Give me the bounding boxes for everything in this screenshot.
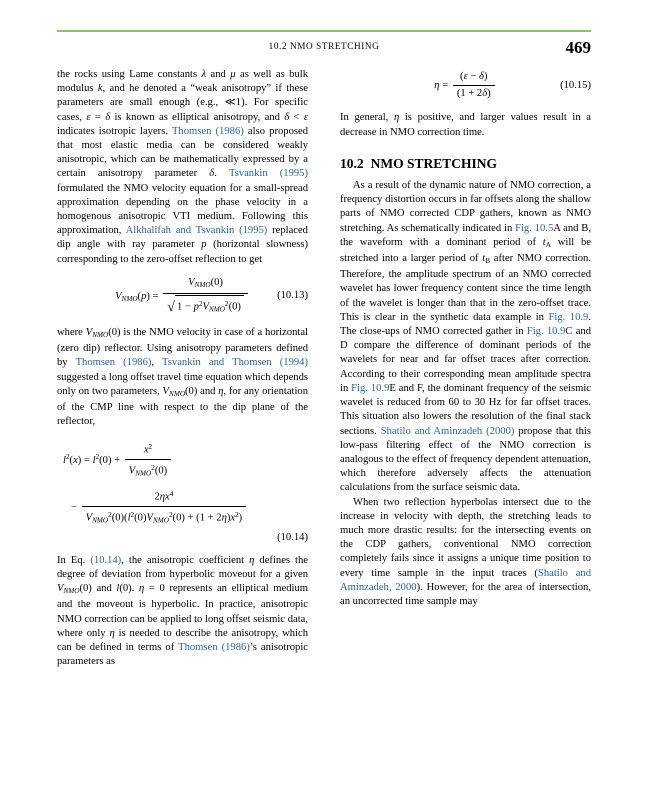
section-number: 10.2 <box>340 155 364 171</box>
citation-tsvankin-1995[interactable]: Tsvankin (1995) <box>228 168 308 180</box>
text-run: is positive, and larger values result in a decrease in NMO correction time. <box>340 112 591 138</box>
text-run: the rocks using Lame constants <box>57 69 202 80</box>
text-run: (horizontal slowness) corresponding to the zero-offset reflection to get <box>57 239 308 265</box>
figure-ref-10-9-b[interactable]: Fig. 10.9 <box>526 326 566 338</box>
paragraph-anisotropy-intro: the rocks using Lame constants λ and μ as well as bulk modulus k, and he denoted a “weak anisotropy” if these parameters are small enough (e.g., ≪1). For specific cases, ε = δ is known as elliptical anisotropy, and δ < ε indicates isotropic layers. Thomsen (1986) also proposed that most elastic media can be considered weakly anisotropic, which can be mathematically expressed by a certain anisotropy parameter δ. Tsvankin (1995) formulated the NMO velocity equation for a small-spread approximation depending on the phase velocity in a homogenous anisotropic VTI medium. Following this approximation, Alkhalifah and Tsvankin (1995) replaced dip angle with ray parameter p (horizontal slowness) corresponding to the zero-offset reflection to get <box>57 69 309 265</box>
citation-thomsen-1986[interactable]: Thomsen (1986) <box>171 125 244 137</box>
paragraph-nmo-velocity: where $V_{NMO}(0)$ is the NMO velocity in case of a horizontal (zero dip) reflector. Using anisotropy parameters defined by Thomsen (1986), Tsvankin and Thomsen (1994) suggested a long offset travel time equation which depends only on two parameters, $V_{NMO}(0)$ and η, for any orientation of the CMP line with respect to the dip plane of the reflector, <box>57 326 308 428</box>
text-run: As a result of the dynamic nature of NMO correction, a frequency distortion occurs in far offsets along the shallow parts of NMO corrected CDP gathers, known as NMO stretching. As schematically indicated in <box>340 180 591 234</box>
equation-10-14-number: (10.14) <box>277 531 308 543</box>
text-run: . The close-ups of NMO corrected gather in <box>340 311 591 338</box>
left-column <box>57 68 308 669</box>
text-run: ). However, for the area of intersection, an uncorrected time sample may <box>340 581 591 607</box>
equation-10-13: $V_{NMO}(p)$ = $\frac{V_{NMO}(0)}{√ 1 - p^2V_{NMO}^2(0)}$ (10.13) <box>57 276 308 317</box>
citation-tsvankin-thomsen-1994[interactable]: Tsvankin and Thomsen (1994) <box>162 357 308 369</box>
text-run: . <box>214 168 229 180</box>
figure-ref-10-5[interactable]: Fig. 10.5 <box>515 222 554 234</box>
text-run: C and D compare the difference of dominant periods of the wavelets for near and far offset traces after correction. According to their corresponding mean amplitude spectra in <box>340 326 591 394</box>
paragraph-nmo-stretching-1: As a result of the dynamic nature of NMO correction, a frequency distortion occurs in far offsets along the shallow parts of NMO corrected CDP gathers, known as NMO stretching. As schematically indicated in Fig. 10.5A and B, the waveform with a dominant period of tA will be stretched into a larger period of tB after NMO correction. Therefore, the amplitude spectrum of an NMO corrected wavelet has lower frequency content since the time length of the wavelet is longer than that in the zero-offset trace. This is clear in the synthetic data example in Fig. 10.9. The close-ups of NMO corrected gather in Fig. 10.9C and D compare the difference of dominant periods of the wavelets for near and far offset traces after correction. According to their corresponding mean amplitude spectra in Fig. 10.9E and F, the dominant frequency of the seismic wavelet is reduced from 60 to 30 Hz for far offset traces. This situation also lowers the resolution of the final stack sections. Shatilo and Aminzadeh (2000) propose that this low-pass filtering effect of the NMO correction is analogous to the effect of frequency dependent attenuation, which therefore adversely affects the attenuation calculations from the surface seismic data. <box>340 180 592 494</box>
text-run: is needed to describe the anisotropy, which can be defined in terms of <box>57 627 308 653</box>
equation-ref-10-14[interactable]: (10.14) <box>90 554 122 566</box>
text-run: , for any orientation of the CMP line with respect to the dip plane of the reflector, <box>57 385 308 428</box>
text-run: defines the degree of deviation from hyperbolic moveout for a given <box>57 554 308 580</box>
text-run: When two reflection hyperbolas intersect due to the increase in velocity with depth, the stretching leads to much more drastic results: for the intersecting events on the CDP gathers, conventional NMO correction completely fails since it assigns a unique time position to every time sample in the input traces ( <box>340 496 591 579</box>
citation-shatilo-aminzadeh-2000-b[interactable]: Shatilo and Aminzadeh, 2000 <box>340 567 592 593</box>
text-run: is known as elliptical anisotropy, and <box>110 111 285 123</box>
text-run: (0) is the NMO velocity in case of a horizontal (zero dip) reflector. Using anisotropy parameters defined by <box>57 326 308 369</box>
text-run: , and he denoted a “weak anisotropy” if these parameters are small enough (e.g., ≪1). For specific cases, <box>57 83 308 123</box>
figure-ref-10-9-a[interactable]: Fig. 10.9 <box>548 311 589 323</box>
text-run: where <box>57 326 86 338</box>
text-run: replaced dip angle with ray parameter <box>57 225 308 251</box>
running-title: 10.2 NMO STRETCHING <box>268 41 380 51</box>
text-run: formulated the NMO velocity equation for a small-spread approximation depending on the phase velocity in a homogenous anisotropic VTI medium. Following this approximation, <box>57 182 308 237</box>
text-run: (0) and <box>185 385 219 397</box>
subscript-a: A <box>545 240 551 249</box>
text-run: and <box>206 69 231 80</box>
text-run: propose that this low-pass filtering effect of the NMO correction is analogous to the effect of frequency dependent attenuation, which therefore adversely affects the attenuation calculations from the surface seismic data. <box>340 425 592 494</box>
subscript-b: B <box>485 257 491 266</box>
equation-10-15-number: (10.15) <box>560 79 591 91</box>
text-run: as well as bulk modulus <box>57 69 308 95</box>
citation-alkhalifah-tsvankin-1995[interactable]: Alkhalifah and Tsvankin (1995) <box>125 225 268 237</box>
text-run: (0). <box>119 583 139 595</box>
paragraph-eta-description: In Eq. (10.14), the anisotropic coefficient η defines the degree of deviation from hyperbolic moveout for a given $V_{NMO}(0)$ and l(0). η = 0 represents an elliptical medium and the moveout is hyperbolic. In practice, anisotropic NMO correction can be applied to long offset seismic data, where only η is needed to describe the anisotropy, which can be defined in terms of Thomsen (1986)’s anisotropic parameters as <box>57 554 309 668</box>
page-number: 469 <box>565 38 591 57</box>
equation-10-13-number: (10.13) <box>277 290 308 302</box>
text-run: In general, <box>340 112 394 124</box>
text-run: (0) and <box>79 583 117 595</box>
paragraph-eta-positive: In general, η is positive, and larger values result in a decrease in NMO correction time. <box>340 112 591 138</box>
citation-thomsen-1986-c[interactable]: Thomsen (1986) <box>178 641 250 653</box>
page-header <box>57 38 591 60</box>
text-run: = 0 represents an elliptical medium and the moveout is hyperbolic. In practice, anisotropic NMO correction can be applied to long offset seismic data, where only <box>57 583 308 639</box>
text-run: indicates isotropic layers. <box>57 125 172 137</box>
right-column <box>340 68 591 609</box>
text-run: , <box>151 357 163 369</box>
text-run: In Eq. <box>57 554 91 566</box>
header-rule <box>57 30 591 32</box>
section-heading-nmo-stretching <box>340 157 591 171</box>
equation-10-15: η = $\frac{(\varepsilon - \delta)}{(1 + 2\delta)}$ (10.15) <box>434 71 591 100</box>
text-run: suggested a long offset travel time equation which depends only on two parameters, <box>57 371 308 397</box>
paragraph-nmo-stretching-2 <box>340 496 591 610</box>
text-run: will be stretched into a larger period of <box>340 236 591 265</box>
equation-10-14: $l^2(x) = l^2(0)$ + $\frac{x^2}{V_{NMO}^2(0)}$ − $\frac{2\eta x^4}{V_{NMO}^2(0)(l^2(0)V_{NMO}^2(0) + (1 + 2\eta)x^2)}$ (10.14) <box>57 440 308 544</box>
text-run: after NMO correction. Therefore, the amplitude spectrum of an NMO corrected wavelet has lower frequency content since the time length of the wavelet is longer than that in the zero-offset trace. This is clear in the synthetic data example in <box>340 253 591 323</box>
figure-ref-10-9-c[interactable]: Fig. 10.9 <box>351 382 390 394</box>
section-title: NMO STRETCHING <box>370 155 498 171</box>
citation-thomsen-1986-b[interactable]: Thomsen (1986) <box>75 357 152 369</box>
text-run: E and F, the dominant frequency of the seismic wavelet is reduced from 60 to 30 Hz for far offset traces. This situation also lowers the resolution of the final stack sections. <box>340 382 591 437</box>
body-columns <box>57 68 591 768</box>
citation-shatilo-aminzadeh-2000[interactable]: Shatilo and Aminzadeh (2000) <box>380 425 515 437</box>
text-run: A and B, the waveform with a dominant period of <box>340 222 591 248</box>
text-run: , the anisotropic coefficient <box>121 554 250 566</box>
text-run: ’s anisotropic parameters as <box>57 641 309 668</box>
text-run: also proposed that most elastic media can be considered weakly anisotropic, which can be mathematically expressed by a certain anisotropy parameter <box>57 125 308 180</box>
